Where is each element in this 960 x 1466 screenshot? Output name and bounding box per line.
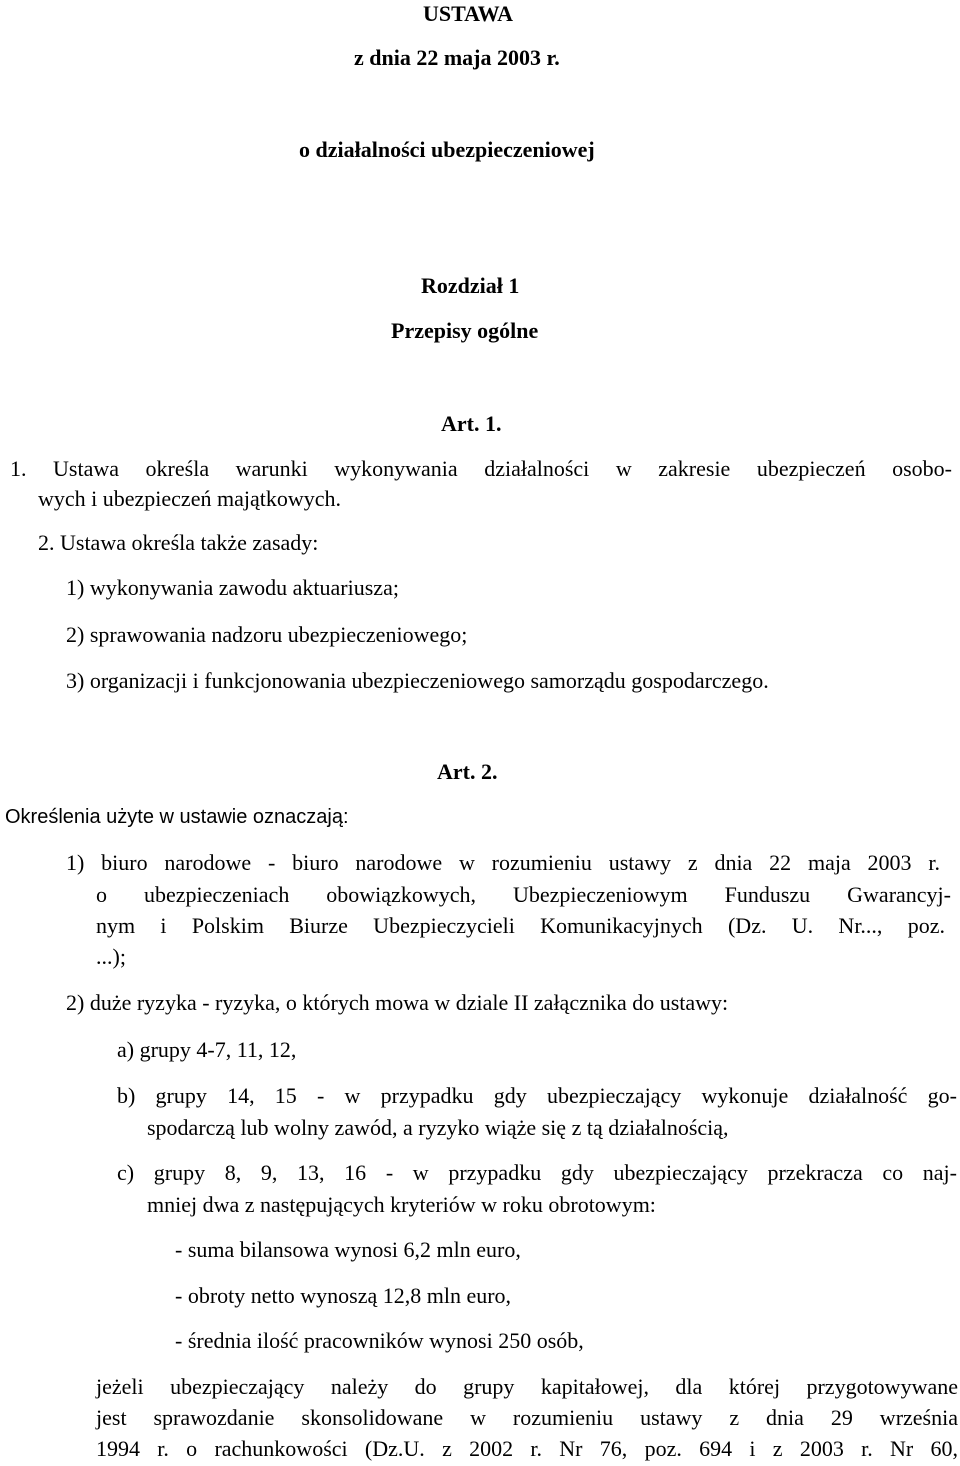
- art2-criterion-3: - średnia ilość pracowników wynosi 250 osób,: [175, 1328, 584, 1353]
- document-date: z dnia 22 maja 2003 r.: [354, 45, 560, 70]
- art1-paragraph1-line1: 1. Ustawa określa warunki wykonywania działalności w zakresie ubezpieczeń osobo-: [10, 456, 952, 481]
- art2-sub-a: a) grupy 4-7, 11, 12,: [117, 1037, 297, 1062]
- document-subject: o działalności ubezpieczeniowej: [299, 137, 595, 162]
- art1-heading: Art. 1.: [441, 411, 502, 436]
- art2-heading: Art. 2.: [437, 759, 498, 784]
- art2-item1-line3: nym i Polskim Biurze Ubezpieczycieli Komunikacyjnych (Dz. U. Nr..., poz.: [96, 913, 945, 938]
- art1-item-3: 3) organizacji i funkcjonowania ubezpieczeniowego samorządu gospodarczego.: [66, 668, 769, 693]
- document-type: USTAWA: [423, 1, 514, 26]
- art2-criterion-1: - suma bilansowa wynosi 6,2 mln euro,: [175, 1237, 521, 1262]
- art2-sub-c-line2: mniej dwa z następujących kryteriów w roku obrotowym:: [147, 1192, 656, 1217]
- art1-paragraph2: 2. Ustawa określa także zasady:: [38, 530, 319, 555]
- art2-tail-line1: jeżeli ubezpieczający należy do grupy kapitałowej, dla której przygotowywane: [96, 1374, 958, 1399]
- art2-intro: Określenia użyte w ustawie oznaczają:: [5, 806, 349, 828]
- art1-item-2: 2) sprawowania nadzoru ubezpieczeniowego;: [66, 622, 468, 647]
- art2-criterion-2: - obroty netto wynoszą 12,8 mln euro,: [175, 1283, 512, 1308]
- art2-sub-b-line2: spodarczą lub wolny zawód, a ryzyko wiąże się z tą działalnością,: [147, 1115, 729, 1140]
- chapter-name: Przepisy ogólne: [391, 318, 539, 343]
- art2-item1-line1: 1) biuro narodowe - biuro narodowe w rozumieniu ustawy z dnia 22 maja 2003 r.: [66, 850, 940, 875]
- art2-item1-line2: o ubezpieczeniach obowiązkowych, Ubezpieczeniowym Funduszu Gwarancyj-: [96, 882, 951, 907]
- art1-paragraph1-line2: wych i ubezpieczeń majątkowych.: [38, 486, 341, 511]
- chapter-number: Rozdział 1: [421, 273, 520, 298]
- art2-item1-line4: ...);: [96, 944, 126, 969]
- art2-item2: 2) duże ryzyka - ryzyka, o których mowa w dziale II załącznika do ustawy:: [66, 990, 729, 1015]
- art2-tail-line2: jest sprawozdanie skonsolidowane w rozumieniu ustawy z dnia 29 września: [96, 1405, 958, 1430]
- art2-tail-line3: 1994 r. o rachunkowości (Dz.U. z 2002 r. Nr 76, poz. 694 i z 2003 r. Nr 60,: [96, 1436, 958, 1461]
- art2-sub-c-line1: c) grupy 8, 9, 13, 16 - w przypadku gdy ubezpieczający przekracza co naj-: [117, 1160, 957, 1185]
- art1-item-1: 1) wykonywania zawodu aktuariusza;: [66, 575, 399, 600]
- art2-sub-b-line1: b) grupy 14, 15 - w przypadku gdy ubezpieczający wykonuje działalność go-: [117, 1083, 957, 1108]
